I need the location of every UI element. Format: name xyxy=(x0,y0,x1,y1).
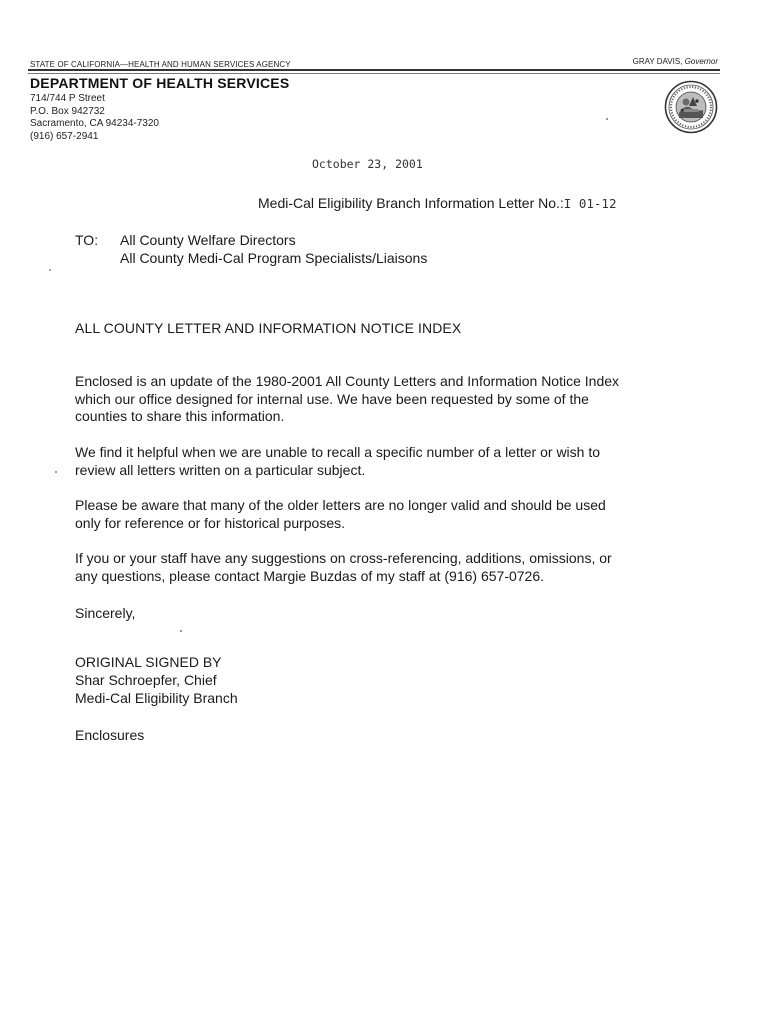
recipients xyxy=(120,232,427,267)
body-paragraph xyxy=(75,550,685,585)
scan-speck xyxy=(49,269,51,271)
letterhead-rule xyxy=(28,69,720,71)
letter-date: October 23, 2001 xyxy=(312,157,423,171)
info-letter-number: I 01-12 xyxy=(563,196,617,211)
body-paragraph xyxy=(75,373,685,426)
paragraph-line: We find it helpful when we are unable to recall a specific number of a letter or wish to xyxy=(75,444,601,460)
paragraph-line: counties to share this information. xyxy=(75,408,285,424)
recipient: All County Medi-Cal Program Specialists/Liaisons xyxy=(120,249,428,266)
signature-block xyxy=(75,653,238,707)
signatory-unit: Medi-Cal Eligibility Branch xyxy=(75,690,238,706)
to-label: TO: xyxy=(75,232,99,248)
state-seal-icon xyxy=(664,80,718,134)
body-paragraph xyxy=(75,497,685,532)
paragraph-line: any questions, please contact Margie Buzdas of my staff at (916) 657-0726. xyxy=(75,567,545,584)
body-paragraph xyxy=(75,444,685,479)
governor-title: Governor xyxy=(684,57,718,66)
paragraph-line: which our office designed for internal use. We have been requested by some of the xyxy=(75,390,589,407)
address-po-box: P.O. Box 942732 xyxy=(30,105,105,117)
scan-speck xyxy=(180,630,182,632)
address-street: 714/744 P Street xyxy=(30,93,105,104)
scan-speck xyxy=(606,118,608,120)
signature-line: ORIGINAL SIGNED BY xyxy=(75,654,222,670)
address-phone: (916) 657-2941 xyxy=(30,130,99,142)
governor-name: GRAY DAVIS, xyxy=(632,57,683,66)
paragraph-line: review all letters written on a particular subject. xyxy=(75,461,366,478)
paragraph-line: only for reference or for historical purposes. xyxy=(75,514,346,531)
agency-line: STATE OF CALIFORNIA—HEALTH AND HUMAN SERVICES AGENCY xyxy=(30,60,291,69)
letterhead-rule-thin xyxy=(28,73,720,74)
governor-line xyxy=(633,57,718,66)
enclosures-note: Enclosures xyxy=(75,727,145,743)
signatory-name: Shar Schroepfer, Chief xyxy=(75,672,217,688)
address-city: Sacramento, CA 94234-7320 xyxy=(30,118,159,130)
paragraph-line: Please be aware that many of the older letters are no longer valid and should be used xyxy=(75,497,606,513)
info-letter-line xyxy=(258,195,616,211)
info-letter-label: Medi-Cal Eligibility Branch Information Letter No.: xyxy=(258,195,564,211)
department-address xyxy=(30,93,159,143)
paragraph-line: Enclosed is an update of the 1980-2001 All County Letters and Information Notice Index xyxy=(75,373,620,389)
letter-subject: ALL COUNTY LETTER AND INFORMATION NOTICE INDEX xyxy=(75,320,462,336)
department-name: DEPARTMENT OF HEALTH SERVICES xyxy=(30,75,290,91)
recipient: All County Welfare Directors xyxy=(120,232,296,248)
scan-speck xyxy=(55,471,57,473)
closing: Sincerely, xyxy=(75,605,136,621)
paragraph-line: If you or your staff have any suggestions on cross-referencing, additions, omissions, or xyxy=(75,550,612,566)
